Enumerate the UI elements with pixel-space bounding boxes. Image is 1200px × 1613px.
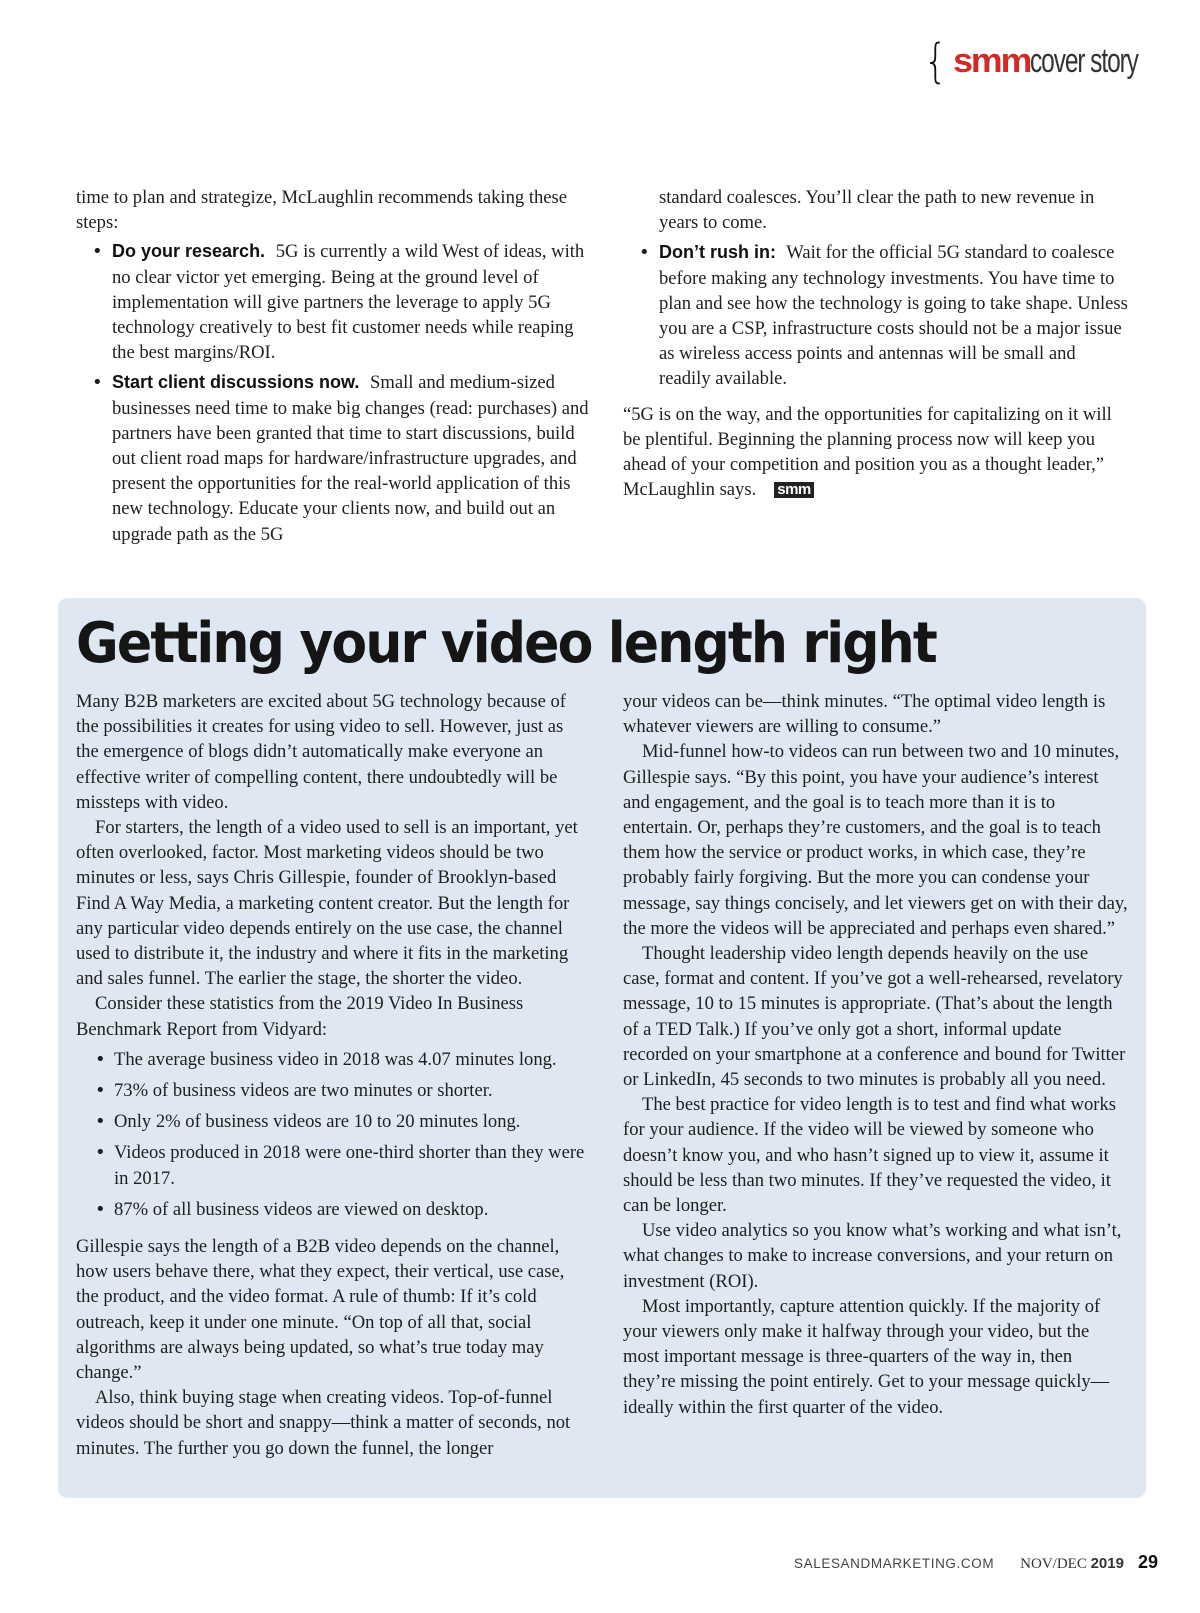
step-continuation: standard coalesces. You’ll clear the path to new revenue in years to come. (659, 187, 1095, 234)
sidebar-paragraph: Gillespie says the length of a B2B video depends on the channel, how users behave there, what they expect, their vertical, use case, the product, and the video format. A rule of thumb: If it’s cold outreach, keep it under one minute. “On top of all that, social algorithms are always being updated, so what’s true today may change.” (76, 1236, 565, 1384)
sidebar-paragraph: Consider these statistics from the 2019 Video In Business Benchmark Report from Vidyard: (76, 993, 524, 1040)
section-header (921, 34, 1162, 88)
steps-list-cont (623, 240, 1128, 391)
closing-quote-paragraph (623, 402, 1128, 503)
step-item (76, 370, 596, 546)
step-lead: Don’t rush in: (659, 242, 776, 263)
footer-issue (1020, 1555, 1124, 1573)
sidebar-right-column (623, 689, 1128, 1420)
sidebar-paragraph: Also, think buying stage when creating videos. Top-of-funnel videos should be short and snappy—think a matter of seconds, not minutes. The further you go down the funnel, the longer (76, 1387, 571, 1459)
sidebar-left-column (76, 689, 586, 1461)
article-right-column (623, 185, 1128, 502)
page-footer (794, 1552, 1158, 1573)
page-number: 29 (1137, 1552, 1158, 1572)
stat-item: • 87% of all business videos are viewed on desktop. (76, 1197, 586, 1222)
steps-list (76, 239, 596, 546)
sidebar-paragraph: Many B2B marketers are excited about 5G technology because of the possibilities it creates for using video to sell. However, just as the emergence of blogs didn’t automatically make everyone an effective writer of compelling content, there undoubtedly will be missteps with video. (76, 691, 566, 813)
stat-item: • The average business video in 2018 was 4.07 minutes long. (76, 1047, 586, 1072)
step-lead: Start client discussions now. (112, 372, 360, 393)
sidebar-paragraph: your videos can be—think minutes. “The optimal video length is whatever viewers are willing to consume.” (623, 691, 1106, 738)
sidebar-title: Getting your video length right (76, 611, 936, 676)
article-left-column (76, 185, 596, 552)
sidebar-paragraph: Use video analytics so you know what’s working and what isn’t, what changes to make to increase conversions, and your return on investment (ROI). (623, 1220, 1122, 1292)
end-of-article-mark: smm (774, 482, 814, 498)
stat-item: • Only 2% of business videos are 10 to 20 minutes long. (76, 1109, 586, 1134)
stat-item: • 73% of business videos are two minutes or shorter. (76, 1078, 586, 1103)
step-text: Small and medium-sized businesses need time to make big changes (read: purchases) and partners have been granted that time to start discussions, build out client road maps for hardware/infrastructure upgrades, and present the opportunities for the real-world application of this new technology. Educate your clients now, and build out an upgrade path as the 5G (112, 372, 589, 545)
sidebar-paragraph: For starters, the length of a video used to sell is an important, yet often overlooked, factor. Most marketing videos should be two minutes or less, says Chris Gillespie, founder of Brooklyn-based Find A Way Media, a marketing content creator. But the length for any particular video depends entirely on the use case, the channel used to distribute it, the industry and where it fits in the marketing and sales funnel. The earlier the stage, the shorter the video. (76, 817, 578, 990)
sidebar-paragraph: The best practice for video length is to test and find what works for your audience. If the video will be viewed by someone who doesn’t know you, and who hasn’t signed up to view it, assume it should be less than two minutes. If they’ve requested the video, it can be longer. (623, 1094, 1117, 1217)
step-item (76, 239, 596, 365)
footer-year: 2019 (1090, 1555, 1124, 1572)
intro-paragraph: time to plan and strategize, McLaughlin recommends taking these steps: (76, 187, 568, 234)
sidebar-paragraph: Mid-funnel how-to videos can run between two and 10 minutes, Gillespie says. “By this point, you have your audience’s interest and engagement, and the goal is to teach more than it is to entertain. Or, perhaps they’re customers, and the goal is to teach them how the service or product works, in which case, they’re probably fairly forgiving. But the more you can condense your message, say things concisely, and let viewers get on with their day, the more the videos will be appreciated and perhaps even shared.” (623, 741, 1128, 939)
footer-site: SALESANDMARKETING.COM (794, 1556, 995, 1571)
sidebar-paragraph: Most importantly, capture attention quickly. If the majority of your viewers only make it halfway through your video, but the most important message is three-quarters of the way in, then they’re missing the point entirely. Get to your message quickly—ideally within the first quarter of the video. (623, 1295, 1110, 1418)
stats-list (76, 1047, 586, 1222)
brace-glyph: { (924, 34, 948, 88)
section-name: cover story (1030, 42, 1138, 80)
step-text: Wait for the official 5G standard to coalesce before making any technology investments. You have time to plan and see how the technology is going to take shape. Unless you are a CSP, infrastructure costs should not be a major issue as wireless access points and antennas will be small and readily available. (659, 242, 1128, 390)
brand-logo: smm (952, 42, 1030, 80)
stat-item: • Videos produced in 2018 were one-third shorter than they were in 2017. (76, 1140, 586, 1190)
footer-issue-month: NOV/DEC (1020, 1556, 1087, 1572)
sidebar-paragraph: Thought leadership video length depends heavily on the use case, format and content. If you’ve got a well-rehearsed, revelatory message, 10 to 15 minutes is appropriate. (That’s about the length of a TED Talk.) If you’ve only got a short, informal update recorded on your smartphone at a conference and bound for Twitter or LinkedIn, 45 seconds to two minutes is probably all you need. (623, 943, 1126, 1091)
step-lead: Do your research. (112, 241, 266, 262)
closing-quote: “5G is on the way, and the opportunities for capitalizing on it will be plentiful. Beginning the planning process now will keep you ahead of your competition and position you as a thought leader,” McLaughlin says. (623, 403, 1112, 501)
step-item (623, 240, 1128, 391)
step-text: 5G is currently a wild West of ideas, with no clear victor yet emerging. Being at the ground level of implementation will give partners the leverage to apply 5G technology creatively to best fit customer needs while reaping the best margins/ROI. (112, 241, 585, 364)
